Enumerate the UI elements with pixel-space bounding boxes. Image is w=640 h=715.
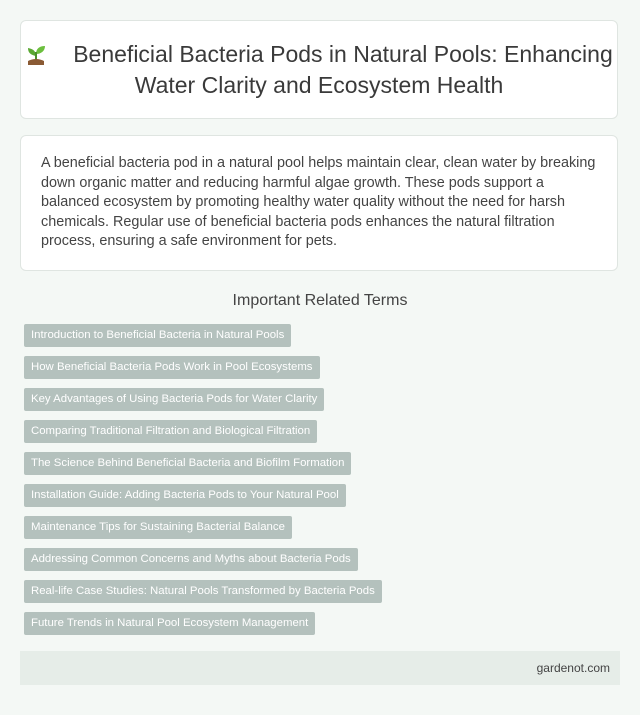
related-term-tag[interactable]: Real-life Case Studies: Natural Pools Transformed by Bacteria Pods — [24, 580, 382, 603]
summary-text: A beneficial bacteria pod in a natural pool helps maintain clear, clean water by breaking down organic matter and reducing harmful algae growth. These pods support a balanced ecosystem by promoting healthy water quality without the need for harsh chemicals. Regular use of beneficial bacteria pods enhances the natural filtration process, ensuring a safe environment for pets. — [41, 155, 596, 249]
related-term-tag[interactable]: Maintenance Tips for Sustaining Bacterial Balance — [24, 516, 292, 539]
related-term-tag[interactable]: How Beneficial Bacteria Pods Work in Pool Ecosystems — [24, 356, 320, 379]
related-term-tag[interactable]: The Science Behind Beneficial Bacteria and Biofilm Formation — [24, 452, 351, 475]
related-term-tag[interactable]: Comparing Traditional Filtration and Biological Filtration — [24, 420, 317, 443]
related-term-tag[interactable]: Key Advantages of Using Bacteria Pods for Water Clarity — [24, 388, 324, 411]
footer-site-link[interactable]: gardenot.com — [536, 661, 610, 675]
related-terms-list — [24, 324, 382, 644]
related-term-tag[interactable]: Addressing Common Concerns and Myths about Bacteria Pods — [24, 548, 358, 571]
related-terms-heading: Important Related Terms — [232, 292, 408, 309]
related-term-tag[interactable]: Introduction to Beneficial Bacteria in Natural Pools — [24, 324, 291, 347]
related-term-tag[interactable]: Future Trends in Natural Pool Ecosystem Management — [24, 612, 315, 635]
page-title — [21, 39, 617, 101]
title-card — [20, 20, 618, 119]
sprout-icon — [25, 42, 47, 66]
footer — [20, 651, 620, 685]
page-title-text: Beneficial Bacteria Pods in Natural Pools: Enhancing Water Clarity and Ecosystem Health — [73, 40, 613, 98]
summary-card — [20, 135, 618, 271]
related-term-tag[interactable]: Installation Guide: Adding Bacteria Pods to Your Natural Pool — [24, 484, 346, 507]
